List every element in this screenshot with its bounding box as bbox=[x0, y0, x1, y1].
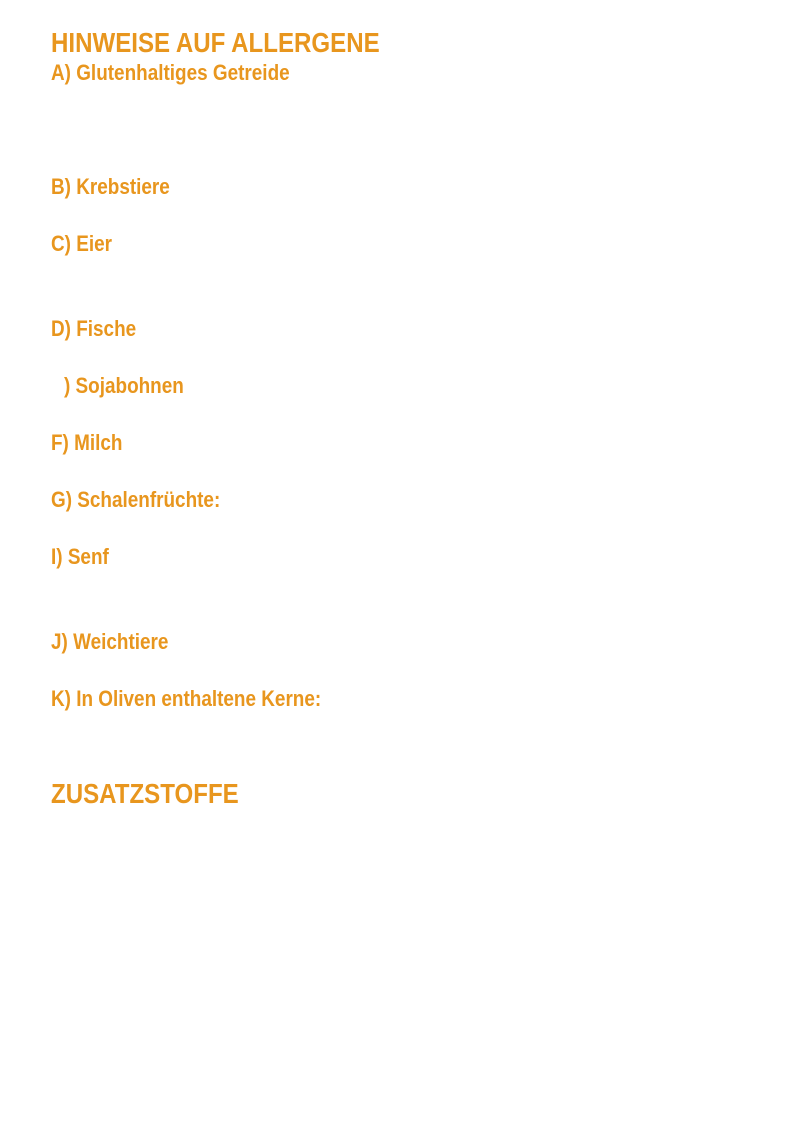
allergen-item-d: D) Fische bbox=[51, 316, 137, 341]
allergen-item-j: J) Weichtiere bbox=[51, 629, 169, 654]
allergen-item-g: G) Schalenfrüchte: bbox=[51, 487, 221, 512]
allergen-item-c: C) Eier bbox=[51, 231, 112, 256]
allergen-item-i: I) Senf bbox=[51, 544, 109, 569]
additives-heading: ZUSATZSTOFFE bbox=[51, 778, 239, 809]
allergen-item-a: A) Glutenhaltiges Getreide bbox=[51, 60, 290, 85]
allergen-item-k: K) In Oliven enthaltene Kerne: bbox=[51, 686, 322, 711]
allergen-item-b: B) Krebstiere bbox=[51, 174, 170, 199]
allergen-item-e: ) Sojabohnen bbox=[64, 373, 184, 398]
allergen-item-f: F) Milch bbox=[51, 430, 123, 455]
allergen-heading: HINWEISE AUF ALLERGENE bbox=[51, 27, 380, 58]
